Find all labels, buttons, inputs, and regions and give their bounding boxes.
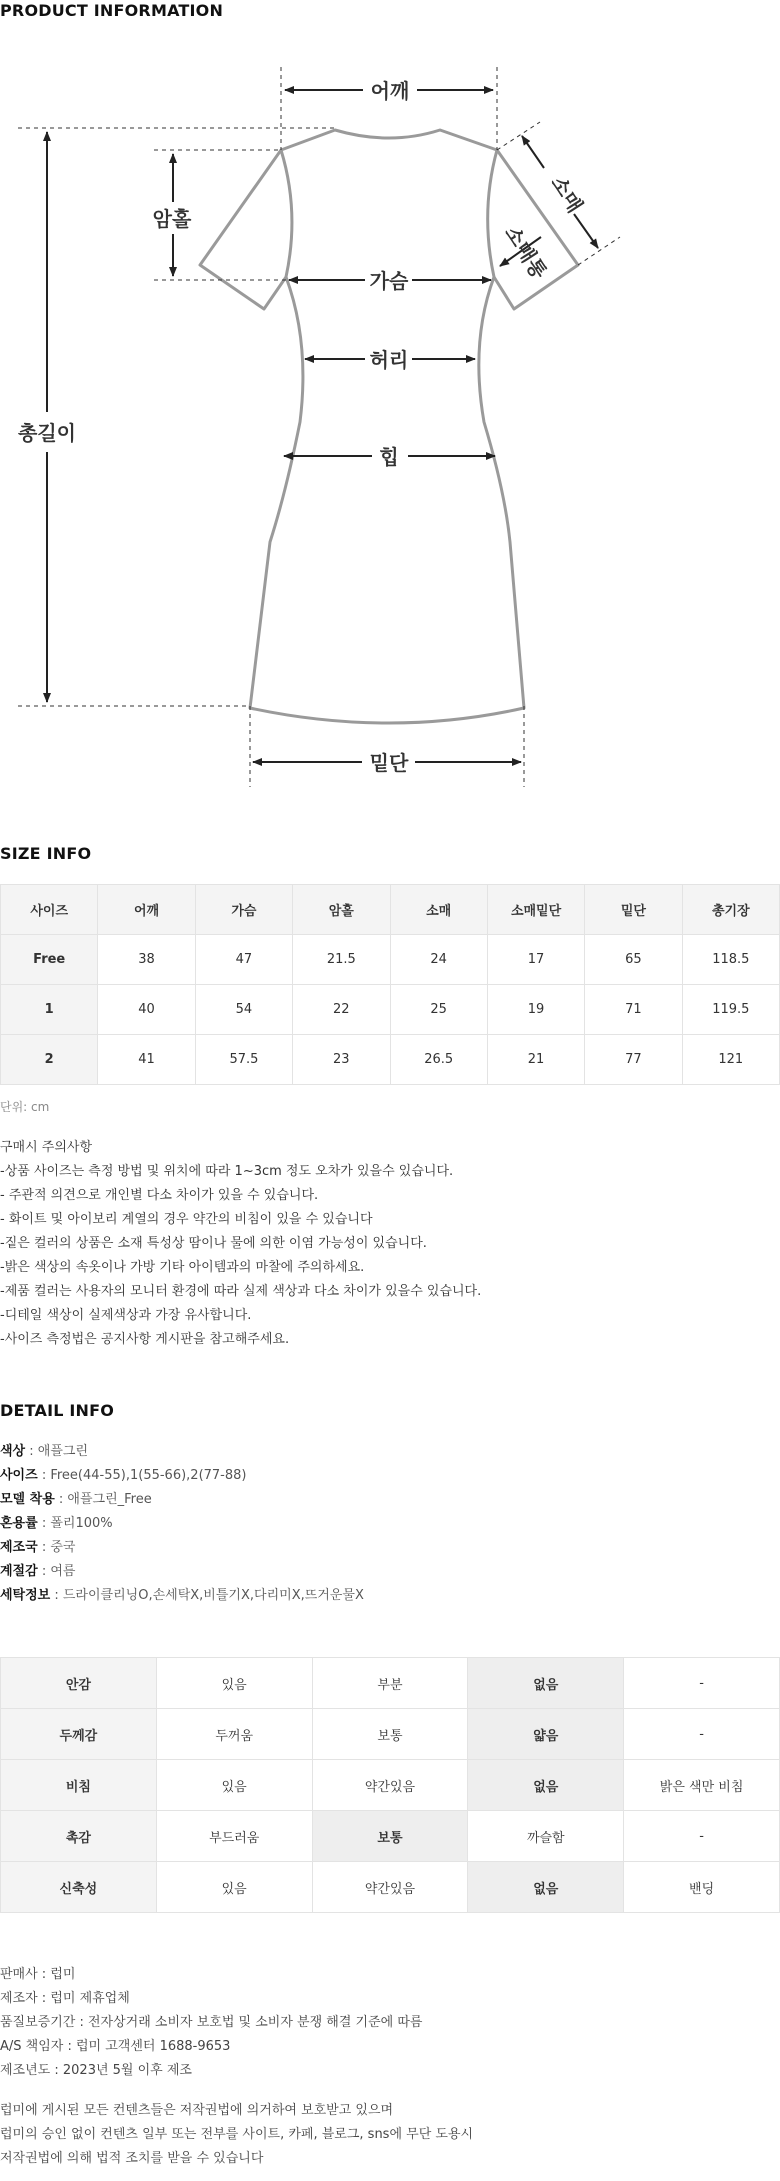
fabric-option: 까슬함 (468, 1811, 624, 1862)
size-value-cell: 23 (293, 1035, 390, 1085)
fabric-option: 약간있음 (312, 1862, 468, 1913)
detail-row-color (0, 1440, 364, 1464)
table-row (1, 1862, 780, 1913)
guide-lines (18, 67, 620, 787)
detail-label: 혼용률 (0, 1516, 38, 1531)
chest-label: 가슴 (369, 269, 409, 293)
size-value-cell: 65 (585, 935, 682, 985)
fabric-option-selected: 없음 (468, 1760, 624, 1811)
table-row (1, 1811, 780, 1862)
size-value-cell: 22 (293, 985, 390, 1035)
fabric-option: 있음 (156, 1658, 312, 1709)
detail-label: 제조국 (0, 1540, 38, 1555)
detail-label: 세탁정보 (0, 1588, 51, 1603)
size-value-cell: 40 (98, 985, 195, 1035)
fabric-property-name: 신축성 (1, 1862, 157, 1913)
detail-value: : 중국 (37, 1540, 76, 1555)
fabric-option: 밴딩 (624, 1862, 780, 1913)
fabric-option: 있음 (156, 1760, 312, 1811)
fabric-property-name: 촉감 (1, 1811, 157, 1862)
size-value-cell: 25 (390, 985, 487, 1035)
seller-line: 제조자 : 럽미 제휴업체 (0, 1991, 130, 2006)
seller-line: 판매사 : 럽미 (0, 1967, 76, 1982)
notes-heading: 구매시 주의사항 (0, 1140, 93, 1155)
sleeve-arrow-top (522, 136, 544, 168)
size-value-cell: 47 (195, 935, 292, 985)
note-line: -사이즈 측정법은 공지사항 게시판을 참고해주세요. (0, 1332, 290, 1347)
copyright-line: 럽미의 승인 없이 컨텐츠 일부 또는 전부를 사이트, 카페, 블로그, sns에 무단 도용시 (0, 2127, 474, 2142)
size-info-title: SIZE INFO (0, 844, 92, 863)
seller-info (0, 1963, 422, 2083)
measurement-diagram (0, 22, 780, 802)
note-line: -제품 컬러는 사용자의 모니터 환경에 따라 실제 색상과 다소 차이가 있을수 있습니다. (0, 1284, 482, 1299)
detail-label: 색상 (0, 1444, 26, 1459)
size-value-cell: 24 (390, 935, 487, 985)
fabric-property-name: 두께감 (1, 1709, 157, 1760)
note-line: -밝은 색상의 속옷이나 가방 기타 아이템과의 마찰에 주의하세요. (0, 1260, 365, 1275)
fabric-option-selected: 얇음 (468, 1709, 624, 1760)
detail-row-model (0, 1488, 364, 1512)
detail-info-list (0, 1440, 364, 1608)
size-value-cell: 71 (585, 985, 682, 1035)
fabric-option: 있음 (156, 1862, 312, 1913)
copyright-line: 럽미에 게시된 모든 컨텐츠들은 저작권법에 의거하여 보호받고 있으며 (0, 2103, 394, 2118)
seller-line: 제조년도 : 2023년 5월 이후 제조 (0, 2063, 192, 2078)
fabric-option-selected: 없음 (468, 1862, 624, 1913)
size-value-cell: 17 (487, 935, 584, 985)
copyright-line: 저작권법에 의해 법적 조치를 받을 수 있습니다 (0, 2151, 264, 2166)
seller-line: 품질보증기간 : 전자상거래 소비자 보호법 및 소비자 분쟁 해결 기준에 따름 (0, 2015, 423, 2030)
detail-label: 계절감 (0, 1564, 38, 1579)
size-value-cell: 119.5 (682, 985, 779, 1035)
size-table (0, 884, 780, 1085)
size-name-cell: 1 (1, 985, 98, 1035)
table-row (1, 1035, 780, 1085)
waist-label: 허리 (369, 348, 409, 372)
armhole-label: 암홀 (152, 207, 192, 231)
size-value-cell: 57.5 (195, 1035, 292, 1085)
size-value-cell: 77 (585, 1035, 682, 1085)
fabric-option: 밝은 색만 비침 (624, 1760, 780, 1811)
size-header-cell: 어깨 (98, 885, 195, 935)
seller-line: A/S 책임자 : 럽미 고객센터 1688-9653 (0, 2039, 231, 2054)
detail-row-laundry (0, 1584, 364, 1608)
table-row (1, 985, 780, 1035)
size-table-header-row (1, 885, 780, 935)
fabric-properties-table (0, 1657, 780, 1913)
note-line: -짙은 컬러의 상품은 소재 특성상 땀이나 물에 의한 이염 가능성이 있습니다. (0, 1236, 427, 1251)
product-information-title: PRODUCT INFORMATION (0, 1, 224, 20)
fabric-option: 부분 (312, 1658, 468, 1709)
note-line: - 화이트 및 아이보리 계열의 경우 약간의 비침이 있을 수 있습니다 (0, 1212, 373, 1227)
size-header-cell: 소매밑단 (487, 885, 584, 935)
dress-outline (200, 130, 578, 723)
detail-row-origin (0, 1536, 364, 1560)
size-name-cell: 2 (1, 1035, 98, 1085)
size-header-cell: 암홀 (293, 885, 390, 935)
size-value-cell: 38 (98, 935, 195, 985)
note-line: -상품 사이즈는 측정 방법 및 위치에 따라 1~3cm 정도 오차가 있을수 있습니다. (0, 1164, 454, 1179)
sleeve-arrow-bottom (574, 214, 598, 248)
detail-row-size (0, 1464, 364, 1488)
total-length-label: 총길이 (18, 421, 76, 445)
detail-label: 모델 착용 (0, 1492, 55, 1507)
size-value-cell: 121 (682, 1035, 779, 1085)
table-row (1, 1760, 780, 1811)
detail-row-material (0, 1512, 364, 1536)
fabric-option: 약간있음 (312, 1760, 468, 1811)
fabric-option: 두꺼움 (156, 1709, 312, 1760)
size-header-cell: 가슴 (195, 885, 292, 935)
fabric-property-name: 비침 (1, 1760, 157, 1811)
size-value-cell: 19 (487, 985, 584, 1035)
fabric-option: 부드러움 (156, 1811, 312, 1862)
detail-value: : 여름 (37, 1564, 76, 1579)
detail-value: : 폴리100% (37, 1516, 113, 1531)
size-header-cell: 총기장 (682, 885, 779, 935)
fabric-option: 보통 (312, 1709, 468, 1760)
size-value-cell: 118.5 (682, 935, 779, 985)
fabric-option-selected: 없음 (468, 1658, 624, 1709)
detail-value: : Free(44-55),1(55-66),2(77-88) (37, 1468, 247, 1483)
hem-label: 밑단 (369, 751, 409, 775)
size-value-cell: 21.5 (293, 935, 390, 985)
detail-info-title: DETAIL INFO (0, 1401, 115, 1420)
note-line: -디테일 색상이 실제색상과 가장 유사합니다. (0, 1308, 252, 1323)
fabric-property-name: 안감 (1, 1658, 157, 1709)
hip-label: 힙 (379, 445, 399, 469)
fabric-option: - (624, 1658, 780, 1709)
detail-value: : 드라이클리닝O,손세탁X,비틀기X,다리미X,뜨거운물X (50, 1588, 364, 1603)
unit-note: 단위: cm (0, 1100, 50, 1114)
size-name-cell: Free (1, 935, 98, 985)
table-row (1, 1709, 780, 1760)
table-row (1, 1658, 780, 1709)
detail-label: 사이즈 (0, 1468, 38, 1483)
size-value-cell: 54 (195, 985, 292, 1035)
fabric-option-selected: 보통 (312, 1811, 468, 1862)
size-value-cell: 41 (98, 1035, 195, 1085)
shoulder-label: 어깨 (370, 79, 410, 103)
size-header-cell: 사이즈 (1, 885, 98, 935)
size-value-cell: 26.5 (390, 1035, 487, 1085)
size-value-cell: 21 (487, 1035, 584, 1085)
copyright-notice (0, 2099, 473, 2171)
sleeve-label: 소매 (546, 171, 588, 217)
size-header-cell: 밑단 (585, 885, 682, 935)
sleeve-width-label: 소매통 (500, 221, 552, 284)
table-row (1, 935, 780, 985)
fabric-option: - (624, 1811, 780, 1862)
detail-value: : 애플그린 (25, 1444, 89, 1459)
detail-row-season (0, 1560, 364, 1584)
purchase-notes (0, 1136, 481, 1352)
detail-value: : 애플그린_Free (54, 1492, 152, 1507)
size-header-cell: 소매 (390, 885, 487, 935)
fabric-option: - (624, 1709, 780, 1760)
note-line: - 주관적 의견으로 개인별 다소 차이가 있을 수 있습니다. (0, 1188, 319, 1203)
